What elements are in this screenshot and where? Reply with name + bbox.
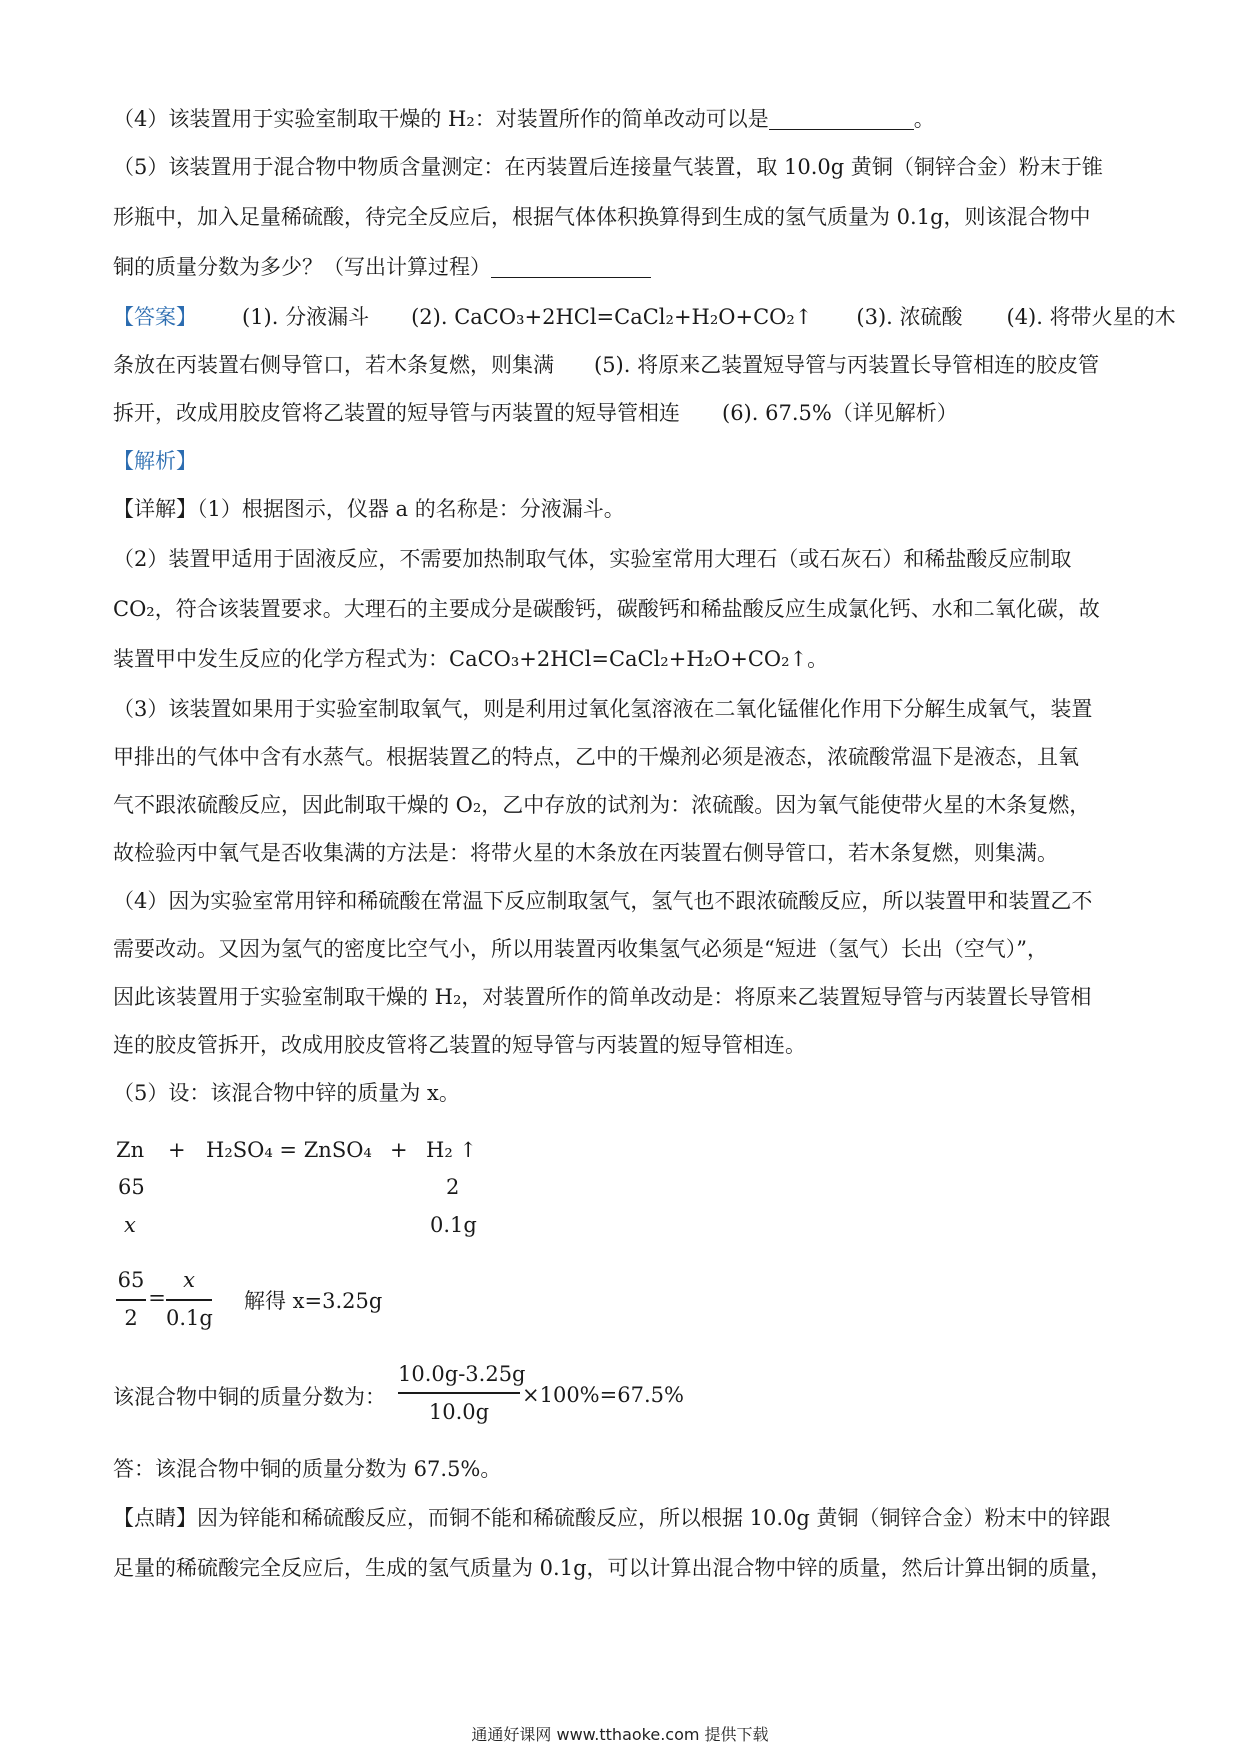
ratio-equals: =	[148, 1286, 166, 1310]
question-5-text: 铜的质量分数为多少？（写出计算过程）	[113, 255, 491, 279]
eq-h2so4-znso4: H₂SO₄ = ZnSO₄	[206, 1138, 372, 1162]
tip-line-1: 【点睛】因为锌能和稀硫酸反应，而铜不能和稀硫酸反应，所以根据 10.0g 黄铜（铜锌合金）粉末中的锌跟	[113, 1506, 1111, 1530]
detail-4-line-3: 因此该装置用于实验室制取干燥的 H₂，对装置所作的简单改动是：将原来乙装置短导管与丙装置长导管相	[113, 985, 1092, 1009]
answer-5: (5). 将原来乙装置短导管与丙装置长导管相连的胶皮管	[594, 353, 1100, 377]
question-5-line-3	[113, 252, 1133, 282]
detail-2-line-1: （2）装置甲适用于固液反应，不需要加热制取气体，实验室常用大理石（或石灰石）和稀盐酸反应制取	[113, 547, 1072, 571]
answer-4: (4). 将带火星的木	[1006, 305, 1176, 329]
percent-result: ×100%=67.5%	[522, 1383, 684, 1407]
ratio-solve: 解得 x=3.25g	[244, 1289, 383, 1313]
ratio-bar-1	[116, 1299, 146, 1301]
answer-blank	[769, 107, 914, 130]
footer-watermark: 通通好课网 www.tthaoke.com 提供下载	[471, 1725, 769, 1744]
tip-line-2: 足量的稀硫酸完全反应后，生成的氢气质量为 0.1g，可以计算出混合物中锌的质量，然后计算出铜的质量，	[113, 1556, 1112, 1580]
detail-4-line-2: 需要改动。又因为氢气的密度比空气小，所以用装置丙收集氢气必须是“短进（氢气）长出（空气）”，	[113, 937, 1048, 961]
percent-numerator: 10.0g-3.25g	[398, 1362, 526, 1386]
answer-2: (2). CaCO₃+2HCl=CaCl₂+H₂O+CO₂↑	[411, 305, 813, 329]
eq-x: x	[124, 1213, 136, 1237]
detail-4-line-4: 连的胶皮管拆开，改成用胶皮管将乙装置的短导管与丙装置的短导管相连。	[113, 1033, 806, 1057]
answer-line-3	[113, 398, 1133, 428]
answer-4-cont: 条放在丙装置右侧导管口，若木条复燃，则集满	[113, 353, 554, 377]
eq-g: 0.1g	[430, 1213, 477, 1237]
question-5-line-2: 形瓶中，加入足量稀硫酸，待完全反应后，根据气体体积换算得到生成的氢气质量为 0.1g，则该混合物中	[113, 205, 1091, 229]
eq-plus-1: +	[168, 1138, 186, 1162]
detail-5: （5）设：该混合物中锌的质量为 x。	[113, 1081, 460, 1105]
eq-mass-zn: 65	[118, 1175, 145, 1199]
percent-bar	[398, 1392, 520, 1394]
analysis-tag: 【解析】	[113, 449, 197, 473]
question-4	[113, 104, 1133, 134]
detail-3-line-4: 故检验丙中氧气是否收集满的方法是：将带火星的木条放在丙装置右侧导管口，若木条复燃，则集满。	[113, 841, 1058, 865]
eq-h2: H₂ ↑	[426, 1138, 478, 1162]
detail-2-line-2: CO₂，符合该装置要求。大理石的主要成分是碳酸钙，碳酸钙和稀盐酸反应生成氯化钙、水和二氧化碳，故	[113, 597, 1100, 621]
eq-mass-h2: 2	[446, 1175, 460, 1199]
conclusion: 答：该混合物中铜的质量分数为 67.5%。	[113, 1457, 502, 1481]
percent-label: 该混合物中铜的质量分数为：	[113, 1385, 386, 1409]
ratio-den-1: 2	[124, 1306, 138, 1330]
ratio-num-1: 65	[117, 1268, 145, 1292]
answer-line-2	[113, 350, 1133, 380]
detail-1: 【详解】（1）根据图示，仪器 a 的名称是：分液漏斗。	[113, 497, 625, 521]
detail-3-line-1: （3）该装置如果用于实验室制取氧气，则是利用过氧化氢溶液在二氧化锰催化作用下分解生成氧气，装置	[113, 697, 1093, 721]
answer-3: (3). 浓硫酸	[856, 305, 963, 329]
question-4-text: （4）该装置用于实验室制取干燥的 H₂：对装置所作的简单改动可以是	[113, 107, 769, 131]
answer-tag: 【答案】	[113, 305, 197, 329]
detail-3-line-2: 甲排出的气体中含有水蒸气。根据装置乙的特点，乙中的干燥剂必须是液态，浓硫酸常温下是液态，且氧	[113, 745, 1079, 769]
ratio-num-2: x	[183, 1268, 195, 1292]
answer-blank	[491, 255, 651, 278]
answer-line-1	[113, 302, 1176, 332]
detail-2-line-3: 装置甲中发生反应的化学方程式为：CaCO₃+2HCl=CaCl₂+H₂O+CO₂↑。	[113, 647, 829, 671]
ratio-bar-2	[166, 1299, 212, 1301]
percent-denominator: 10.0g	[428, 1400, 490, 1424]
question-5-line-1: （5）该装置用于混合物中物质含量测定：在丙装置后连接量气装置，取 10.0g 黄铜（铜锌合金）粉末于锥	[113, 155, 1103, 179]
answer-1: (1). 分液漏斗	[242, 305, 370, 329]
eq-zn: Zn	[116, 1138, 145, 1162]
answer-5-cont: 拆开，改成用胶皮管将乙装置的短导管与丙装置的短导管相连	[113, 401, 680, 425]
eq-plus-2: +	[390, 1138, 408, 1162]
question-4-end: 。	[913, 107, 935, 131]
detail-3-line-3: 气不跟浓硫酸反应，因此制取干燥的 O₂，乙中存放的试剂为：浓硫酸。因为氧气能使带火星的木条复燃，	[113, 793, 1091, 817]
ratio-den-2: 0.1g	[166, 1306, 213, 1330]
detail-4-line-1: （4）因为实验室常用锌和稀硫酸在常温下反应制取氢气，氢气也不跟浓硫酸反应，所以装置甲和装置乙不	[113, 889, 1093, 913]
answer-6: (6). 67.5%（详见解析）	[722, 401, 958, 425]
